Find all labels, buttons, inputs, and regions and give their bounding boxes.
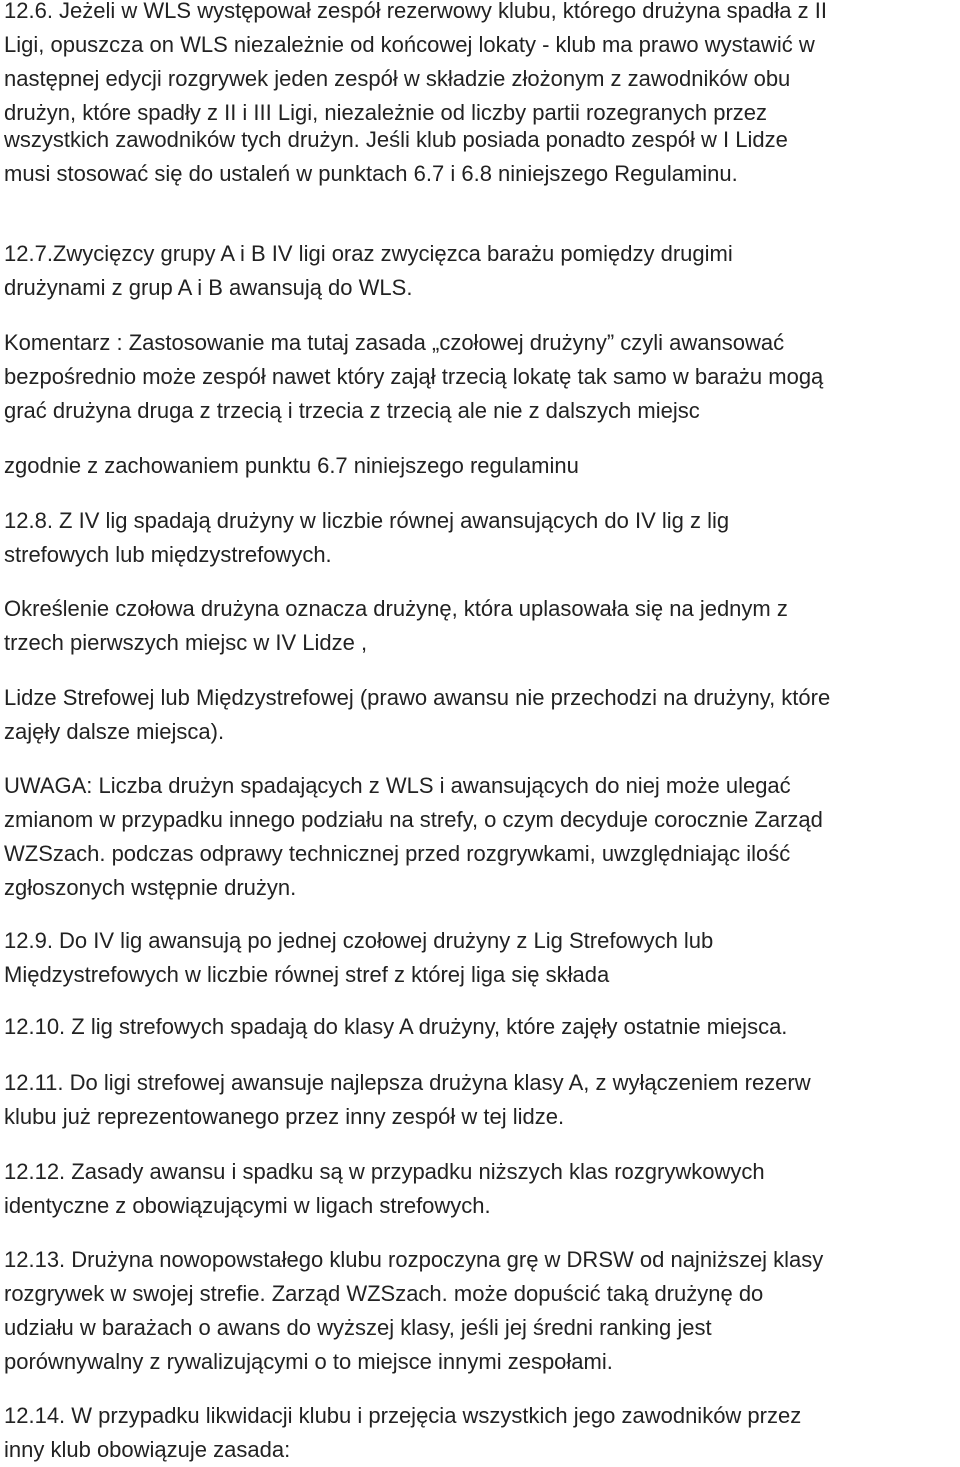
text-line: bezpośrednio może zespół nawet który zajął trzecią lokatę tak samo w barażu mogą xyxy=(4,364,824,389)
text-line: 12.9. Do IV lig awansują po jednej czołowej drużyny z Lig Strefowych lub xyxy=(4,928,714,953)
paragraph-12-8 xyxy=(4,504,956,572)
text-line: zgodnie z zachowaniem punktu 6.7 niniejszego regulaminu xyxy=(4,453,579,478)
text-line: strefowych lub międzystrefowych. xyxy=(4,542,332,567)
text-line: drużynami z grup A i B awansują do WLS. xyxy=(4,275,413,300)
text-line: następnej edycji rozgrywek jeden zespół w składzie złożonym z zawodników obu xyxy=(4,66,791,91)
text-line: wszystkich zawodników tych drużyn. Jeśli klub posiada ponadto zespół w I Lidze xyxy=(4,127,788,152)
paragraph-12-7 xyxy=(4,237,956,305)
text-line: trzech pierwszych miejsc w IV Lidze , xyxy=(4,630,368,655)
text-line: 12.8. Z IV lig spadają drużyny w liczbie równej awansujących do IV lig z lig xyxy=(4,508,730,533)
text-line: rozgrywek w swojej strefie. Zarząd WZSzach. może dopuścić taką drużynę do xyxy=(4,1281,764,1306)
text-line: 12.13. Drużyna nowopowstałego klubu rozpoczyna grę w DRSW od najniższej klasy xyxy=(4,1247,824,1272)
text-line: Komentarz : Zastosowanie ma tutaj zasada „czołowej drużyny” czyli awansować xyxy=(4,330,785,355)
text-line: zgłoszonych wstępnie drużyn. xyxy=(4,875,297,900)
text-line: inny klub obowiązuje zasada: xyxy=(4,1437,291,1462)
text-line: Międzystrefowych w liczbie równej stref z której liga się składa xyxy=(4,962,610,987)
paragraph-12-6 xyxy=(4,0,956,130)
paragraph-12-14 xyxy=(4,1399,956,1467)
text-line: zajęły dalsze miejsca). xyxy=(4,719,225,744)
paragraph-12-9 xyxy=(4,924,956,992)
text-line: grać drużyna druga z trzecią i trzecia z trzecią ale nie z dalszych miejsc xyxy=(4,398,700,423)
text-line: 12.14. W przypadku likwidacji klubu i przejęcia wszystkich jego zawodników przez xyxy=(4,1403,802,1428)
text-line: 12.10. Z lig strefowych spadają do klasy A drużyny, które zajęły ostatnie miejsca. xyxy=(4,1014,788,1039)
text-line: UWAGA: Liczba drużyn spadających z WLS i awansujących do niej może ulegać xyxy=(4,773,791,798)
text-line: klubu już reprezentowanego przez inny zespół w tej lidze. xyxy=(4,1104,565,1129)
paragraph-12-6-continued xyxy=(4,123,956,191)
text-line: musi stosować się do ustaleń w punktach 6.7 i 6.8 niniejszego Regulaminu. xyxy=(4,161,738,186)
paragraph-12-13 xyxy=(4,1243,956,1379)
paragraph-komentarz xyxy=(4,326,956,428)
paragraph-uwaga xyxy=(4,769,956,905)
text-line: 12.7.Zwycięzcy grupy A i B IV ligi oraz zwycięzca barażu pomiędzy drugimi xyxy=(4,241,733,266)
text-line: Ligi, opuszcza on WLS niezależnie od końcowej lokaty - klub ma prawo wystawić w xyxy=(4,32,815,57)
text-line: drużyn, które spadły z II i III Ligi, niezależnie od liczby partii rozegranych przez xyxy=(4,100,768,125)
paragraph-12-11 xyxy=(4,1066,956,1134)
text-line: Określenie czołowa drużyna oznacza drużynę, która uplasowała się na jednym z xyxy=(4,596,788,621)
text-line: zmianom w przypadku innego podziału na strefy, o czym decyduje corocznie Zarząd xyxy=(4,807,823,832)
paragraph-12-12 xyxy=(4,1155,956,1223)
text-line: 12.12. Zasady awansu i spadku są w przypadku niższych klas rozgrywkowych xyxy=(4,1159,765,1184)
paragraph-zgodnie xyxy=(4,449,956,483)
paragraph-lidze-strefowej xyxy=(4,681,956,749)
text-line: Lidze Strefowej lub Międzystrefowej (prawo awansu nie przechodzi na drużyny, które xyxy=(4,685,831,710)
text-line: 12.11. Do ligi strefowej awansuje najlepsza drużyna klasy A, z wyłączeniem rezerw xyxy=(4,1070,811,1095)
text-line: porównywalny z rywalizującymi o to miejsce innymi zespołami. xyxy=(4,1349,613,1374)
paragraph-okreslenie xyxy=(4,592,956,660)
text-line: identyczne z obowiązującymi w ligach strefowych. xyxy=(4,1193,491,1218)
paragraph-12-10 xyxy=(4,1010,956,1044)
text-line: WZSzach. podczas odprawy technicznej przed rozgrywkami, uwzględniając ilość xyxy=(4,841,791,866)
text-line: udziału w barażach o awans do wyższej klasy, jeśli jej średni ranking jest xyxy=(4,1315,712,1340)
text-line: 12.6. Jeżeli w WLS występował zespół rezerwowy klubu, którego drużyna spadła z II xyxy=(4,0,827,23)
